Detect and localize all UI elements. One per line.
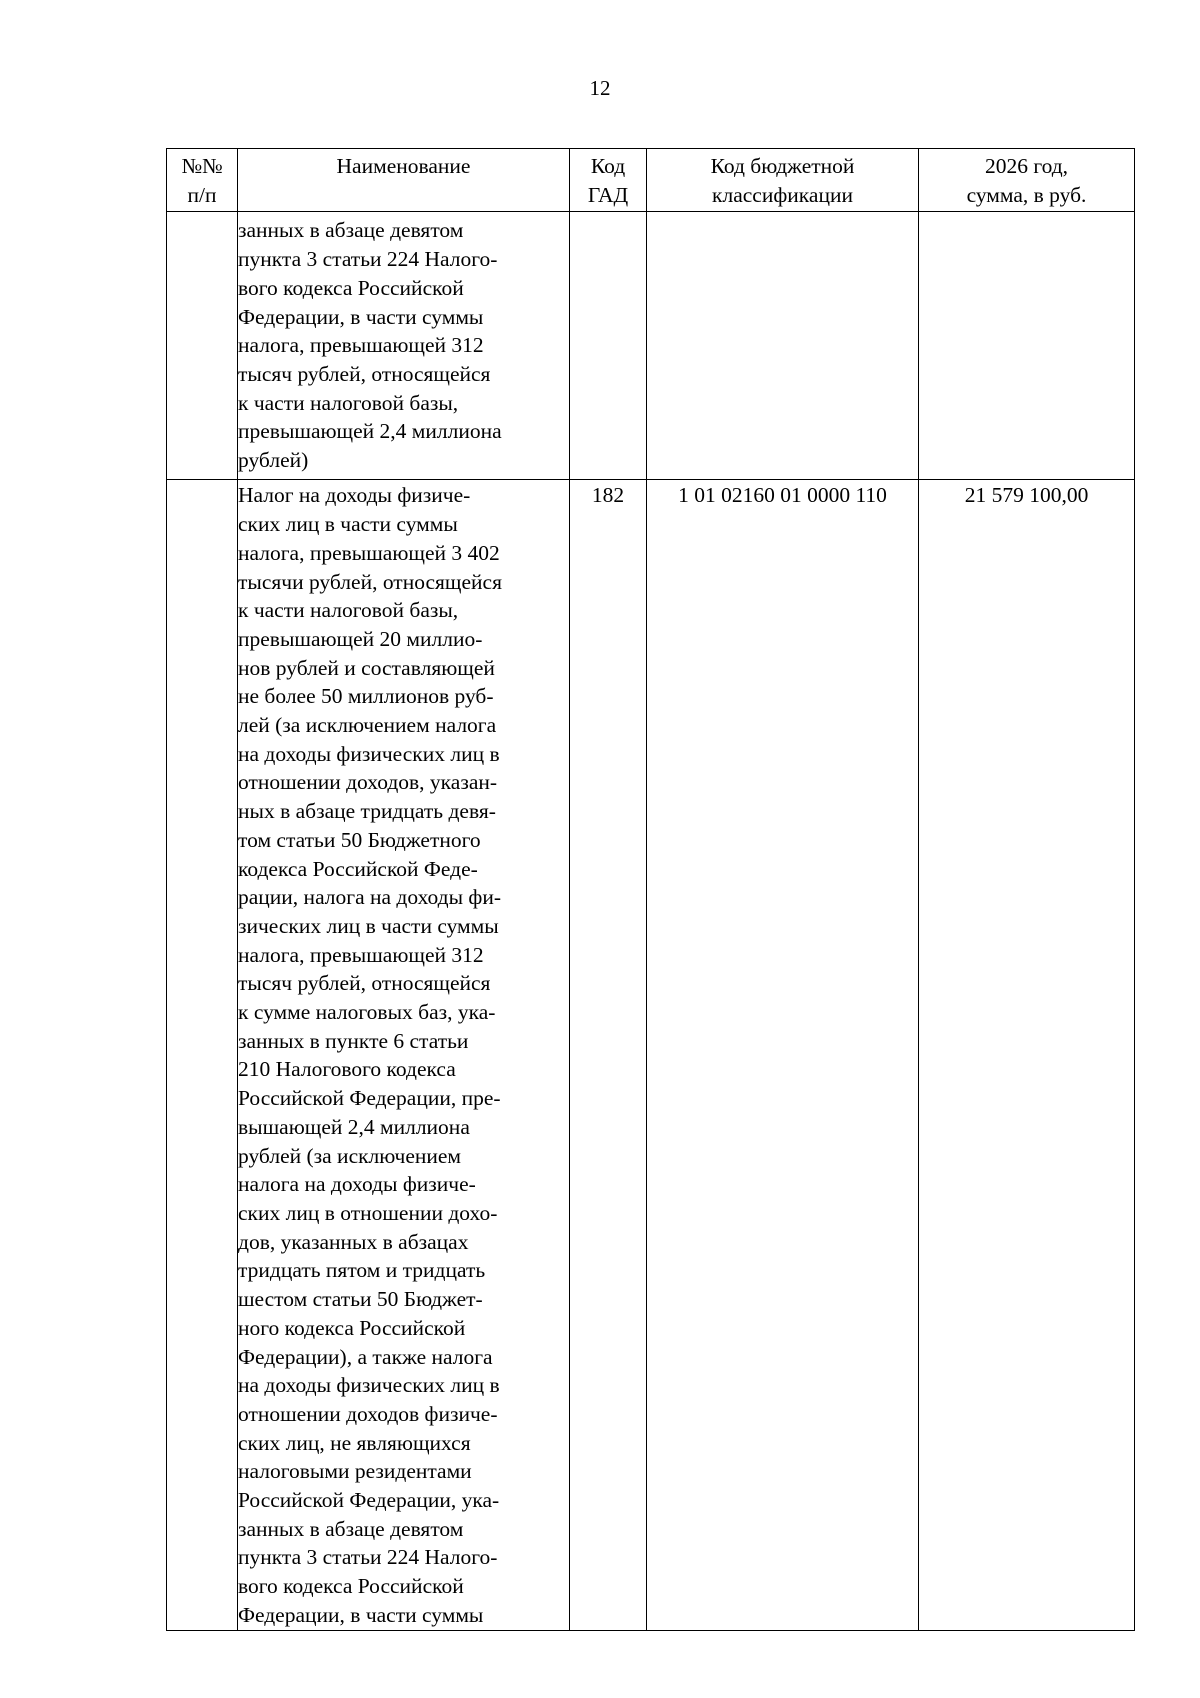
header-name — [238, 149, 570, 212]
header-gad-code-label: Код ГАД — [587, 154, 629, 207]
table-header-row — [167, 149, 1135, 212]
row-gad-cell: 182 — [570, 480, 647, 1630]
row-sum-cell — [919, 212, 1135, 480]
row-sum-cell: 21 579 100,00 — [919, 480, 1135, 1630]
budget-revenue-table — [166, 148, 1135, 1631]
row-number-cell — [167, 480, 238, 1630]
header-gad-code — [570, 149, 647, 212]
page-number: 12 — [589, 76, 611, 100]
header-number-label: №№ п/п — [181, 154, 223, 207]
table-row — [167, 212, 1135, 480]
header-budget-classification-code-label: Код бюджетной классификации — [710, 154, 855, 207]
row-name-cell: занных в абзаце девятом пункта 3 статьи 224 Налого- вого кодекса Российской Федерации, в части суммы налога, превышающей 312 тысяч рублей, относящейся к части налоговой базы, превышающей 2,4 миллиона рублей) — [238, 212, 570, 480]
row-kbk-cell — [647, 212, 919, 480]
header-sum-2026-label: 2026 год, сумма, в руб. — [966, 154, 1087, 207]
header-name-label: Наименование — [336, 154, 471, 178]
header-number — [167, 149, 238, 212]
header-sum-2026 — [919, 149, 1135, 212]
row-kbk-cell: 1 01 02160 01 0000 110 — [647, 480, 919, 1630]
row-gad-cell — [570, 212, 647, 480]
header-budget-classification-code — [647, 149, 919, 212]
table-row — [167, 480, 1135, 1630]
row-number-cell — [167, 212, 238, 480]
row-name-cell: Налог на доходы физиче- ских лиц в части суммы налога, превышающей 3 402 тысячи рублей, относящейся к части налоговой базы, превышающей 20 миллио- нов рублей и составляющей не более 50 миллионов руб- лей (за исключением налога на доходы физических лиц в отношении доходов, указан- ных в абзаце тридцать девя- том статьи 50 Бюджетного кодекса Российской Феде- рации, налога на доходы фи- зических лиц в части суммы налога, превышающей 312 тысяч рублей, относящейся к сумме налоговых баз, ука- занных в пункте 6 статьи 210 Налогового кодекса Российской Федерации, пре- вышающей 2,4 миллиона рублей (за исключением налога на доходы физиче- ских лиц в отношении дохо- дов, указанных в абзацах тридцать пятом и тридцать шестом статьи 50 Бюджет- ного кодекса Российской Федерации), а также налога на доходы физических лиц в отношении доходов физиче- ских лиц, не являющихся налоговыми резидентами Российской Федерации, ука- занных в абзаце девятом пункта 3 статьи 224 Налого- вого кодекса Российской Федерации, в части суммы — [238, 480, 570, 1630]
